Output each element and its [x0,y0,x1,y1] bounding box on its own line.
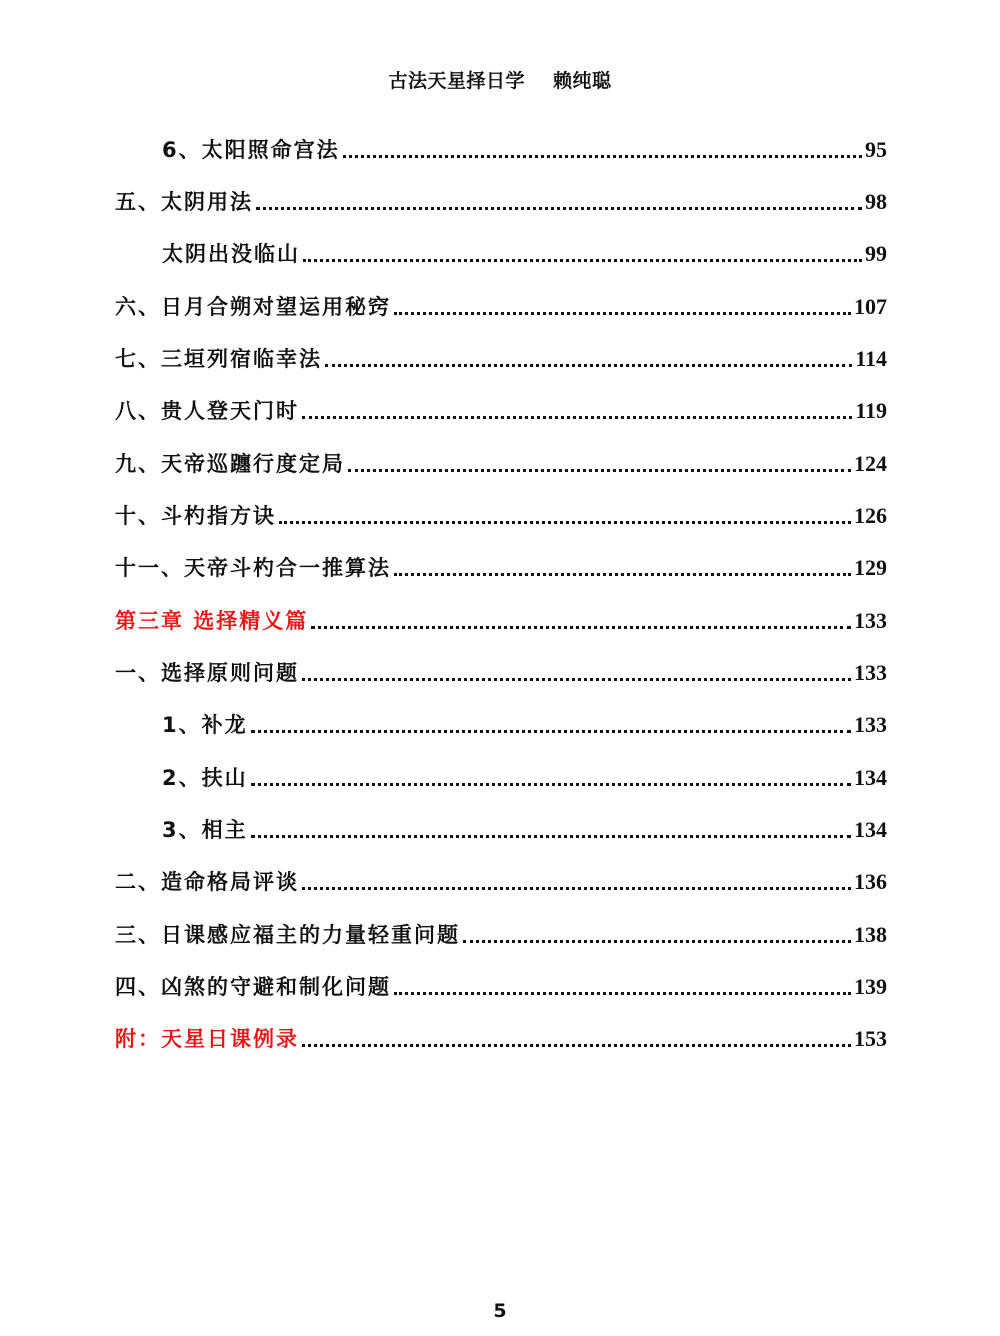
toc-entry-title: 十、斗杓指方诀 [115,504,276,528]
toc-entry[interactable] [115,862,887,896]
toc-entry-title: 二、造命格局评谈 [115,870,299,894]
dot-leader [311,626,851,629]
toc-entry-page: 114 [855,346,887,371]
toc-entry[interactable] [115,548,887,582]
dot-leader [302,678,851,681]
toc-entry[interactable] [115,653,887,687]
toc-chapter-heading[interactable] [115,601,887,635]
dot-leader [394,573,851,576]
toc-entry[interactable] [115,287,887,321]
toc-entry-title: 太阴出没临山 [162,242,300,266]
toc-entry[interactable] [115,391,887,425]
toc-entry[interactable] [115,915,887,949]
dot-leader [325,364,852,367]
toc-entry-page: 136 [854,869,887,894]
toc-entry-title: 九、天帝巡躔行度定局 [115,452,345,476]
author-name: 赖纯聪 [553,70,612,92]
dot-leader [302,1044,851,1047]
toc-entry[interactable] [115,182,887,216]
toc-entry[interactable] [115,444,887,478]
toc-entry-title: 三、日课感应福主的力量轻重问题 [115,923,460,947]
toc-entry-page: 153 [854,1026,887,1051]
toc-entry[interactable] [162,758,887,792]
toc-entry-title: 6、太阳照命宫法 [162,138,340,162]
toc-entry-page: 107 [854,294,887,319]
toc-entry-page: 95 [865,137,887,162]
toc-entry-page: 124 [854,451,887,476]
toc-entry[interactable] [115,496,887,530]
toc-entry-title: 四、凶煞的守避和制化问题 [115,975,391,999]
toc-entry-page: 98 [865,189,887,214]
toc-entry-title: 六、日月合朔对望运用秘窍 [115,295,391,319]
toc-entry-page: 133 [854,712,887,737]
toc-entry-page: 99 [865,241,887,266]
toc-entry-page: 134 [854,817,887,842]
dot-leader [394,992,851,995]
dot-leader [251,730,851,733]
dot-leader [463,940,851,943]
toc-entry-title: 第三章 选择精义篇 [115,609,309,633]
toc-entry[interactable] [162,810,887,844]
toc-entry-page: 119 [855,398,887,423]
toc-entry-title: 2、扶山 [162,766,248,790]
toc-entry-title: 五、太阴用法 [115,190,253,214]
toc-entry[interactable] [115,339,887,373]
toc-entry-page: 133 [854,660,887,685]
toc-entry-page: 138 [854,922,887,947]
dot-leader [251,835,851,838]
toc-entry-page: 126 [854,503,887,528]
toc-entry-page: 139 [854,974,887,999]
dot-leader [394,312,851,315]
toc-entry-page: 129 [854,555,887,580]
toc-entry-title: 附：天星日课例录 [115,1027,299,1051]
toc-entry[interactable] [115,967,887,1001]
toc-entry-title: 3、相主 [162,818,248,842]
dot-leader [256,207,862,210]
toc-entry-title: 十一、天帝斗杓合一推算法 [115,556,391,580]
toc-entry-title: 1、补龙 [162,713,248,737]
toc-appendix-heading[interactable] [115,1019,887,1053]
dot-leader [302,416,852,419]
toc-entry[interactable] [162,705,887,739]
toc-entry-title: 八、贵人登天门时 [115,399,299,423]
toc-entry-page: 134 [854,765,887,790]
toc-entry[interactable] [162,130,887,164]
toc-entry[interactable] [162,234,887,268]
dot-leader [303,259,862,262]
dot-leader [251,783,851,786]
toc-entry-title: 一、选择原则问题 [115,661,299,685]
dot-leader [343,155,862,158]
running-header [0,66,1000,93]
toc-entry-page: 133 [854,608,887,633]
dot-leader [348,469,851,472]
toc-entry-title: 七、三垣列宿临幸法 [115,347,322,371]
dot-leader [279,521,851,524]
book-title: 古法天星择日学 [388,70,525,92]
dot-leader [302,887,851,890]
page-number: 5 [493,1300,507,1322]
